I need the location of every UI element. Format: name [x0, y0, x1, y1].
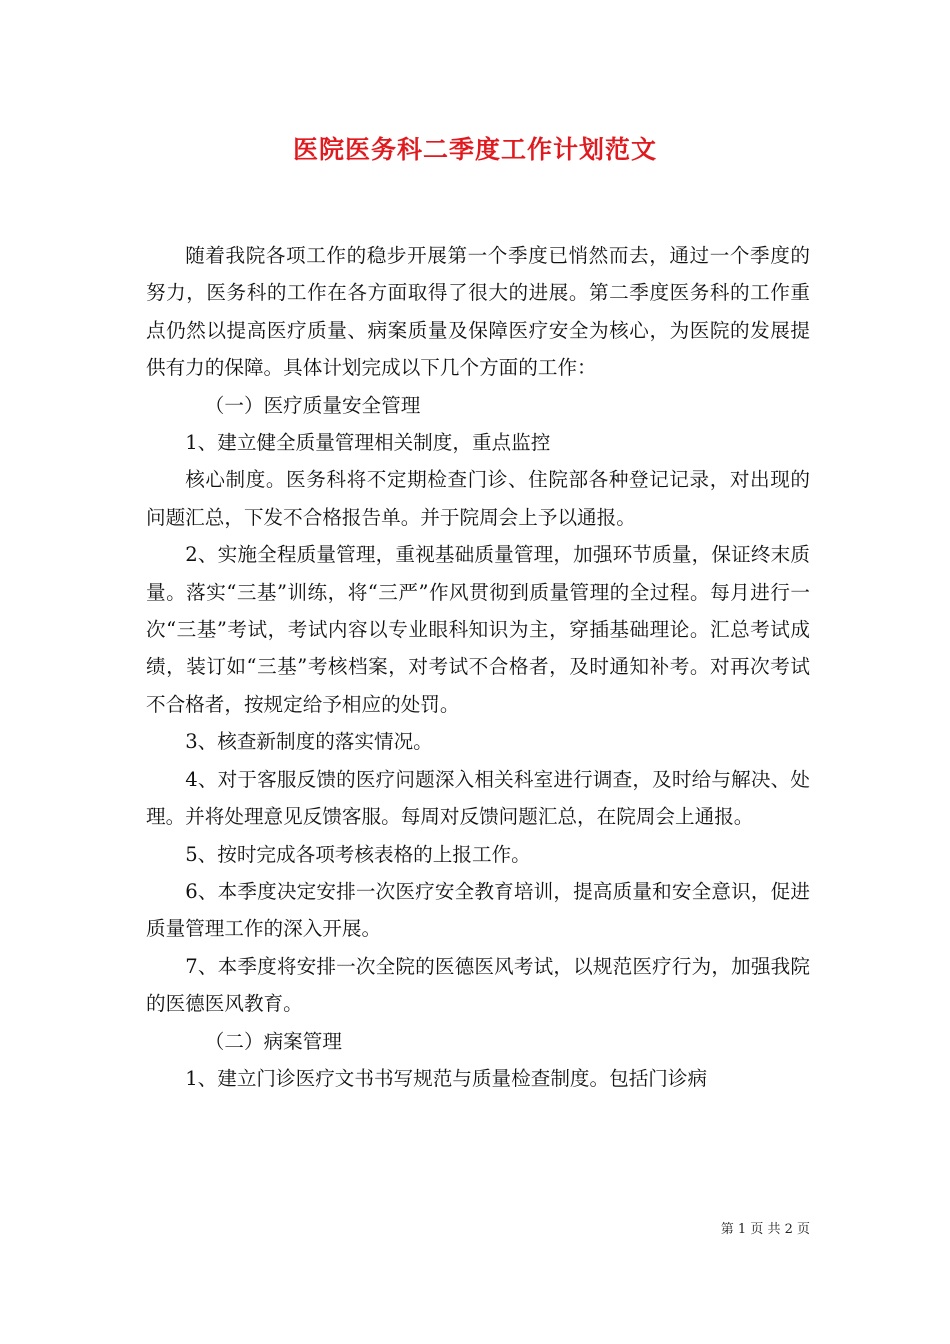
- paragraph-item-5: 5、按时完成各项考核表格的上报工作。: [185, 842, 531, 866]
- intro-paragraph: 随着我院各项工作的稳步开展第一个季度已悄然而去，通过一个季度的努力，医务科的工作在各方面取得了很大的进展。第二季度医务科的工作重点仍然以提高医疗质量、病案质量及保障医疗安全为核心，为医院的发展提供有力的保障。具体计划完成以下几个方面的工作：: [146, 244, 810, 380]
- paragraph-item-6: 6、本季度决定安排一次医疗安全教育培训，提高质量和安全意识，促进质量管理工作的深入开展。: [146, 879, 810, 941]
- paragraph-item-1: 1、建立健全质量管理相关制度，重点监控: [185, 431, 551, 455]
- document-body: [146, 237, 810, 1097]
- paragraph-core-system: 核心制度。医务科将不定期检查门诊、住院部各种登记记录，对出现的问题汇总，下发不合格报告单。并于院周会上予以通报。: [146, 468, 810, 529]
- paragraph-item-3: 3、核查新制度的落实情况。: [185, 730, 433, 754]
- paragraph-item-7: 7、本季度将安排一次全院的医德医风考试，以规范医疗行为，加强我院的医德医风教育。: [146, 954, 810, 1016]
- paragraph-records-item-1: 1、建立门诊医疗文书书写规范与质量检查制度。包括门诊病: [185, 1066, 708, 1090]
- document-title: 医院医务科二季度工作计划范文: [292, 135, 657, 164]
- paragraph-item-4: 4、对于客服反馈的医疗问题深入相关科室进行调查，及时给与解决、处理。并将处理意见反馈客服。每周对反馈问题汇总，在院周会上通报。: [146, 767, 810, 829]
- section-heading-medical-records: （二）病案管理: [204, 1029, 342, 1053]
- page-indicator: 第 1 页 共 2 页: [720, 1222, 810, 1237]
- paragraph-item-2: 2、实施全程质量管理，重视基础质量管理，加强环节质量，保证终末质量。落实“三基”训练，将“三严”作风贯彻到质量管理的全过程。每月进行一次“三基”考试，考试内容以专业眼科知识为主，穿插基础理论。汇总考试成绩，装订如“三基”考核档案，对考试不合格者，及时通知补考。对再次考试不合格者，按规定给予相应的处罚。: [146, 543, 810, 716]
- section-heading-quality-safety: （一）医疗质量安全管理: [204, 393, 421, 417]
